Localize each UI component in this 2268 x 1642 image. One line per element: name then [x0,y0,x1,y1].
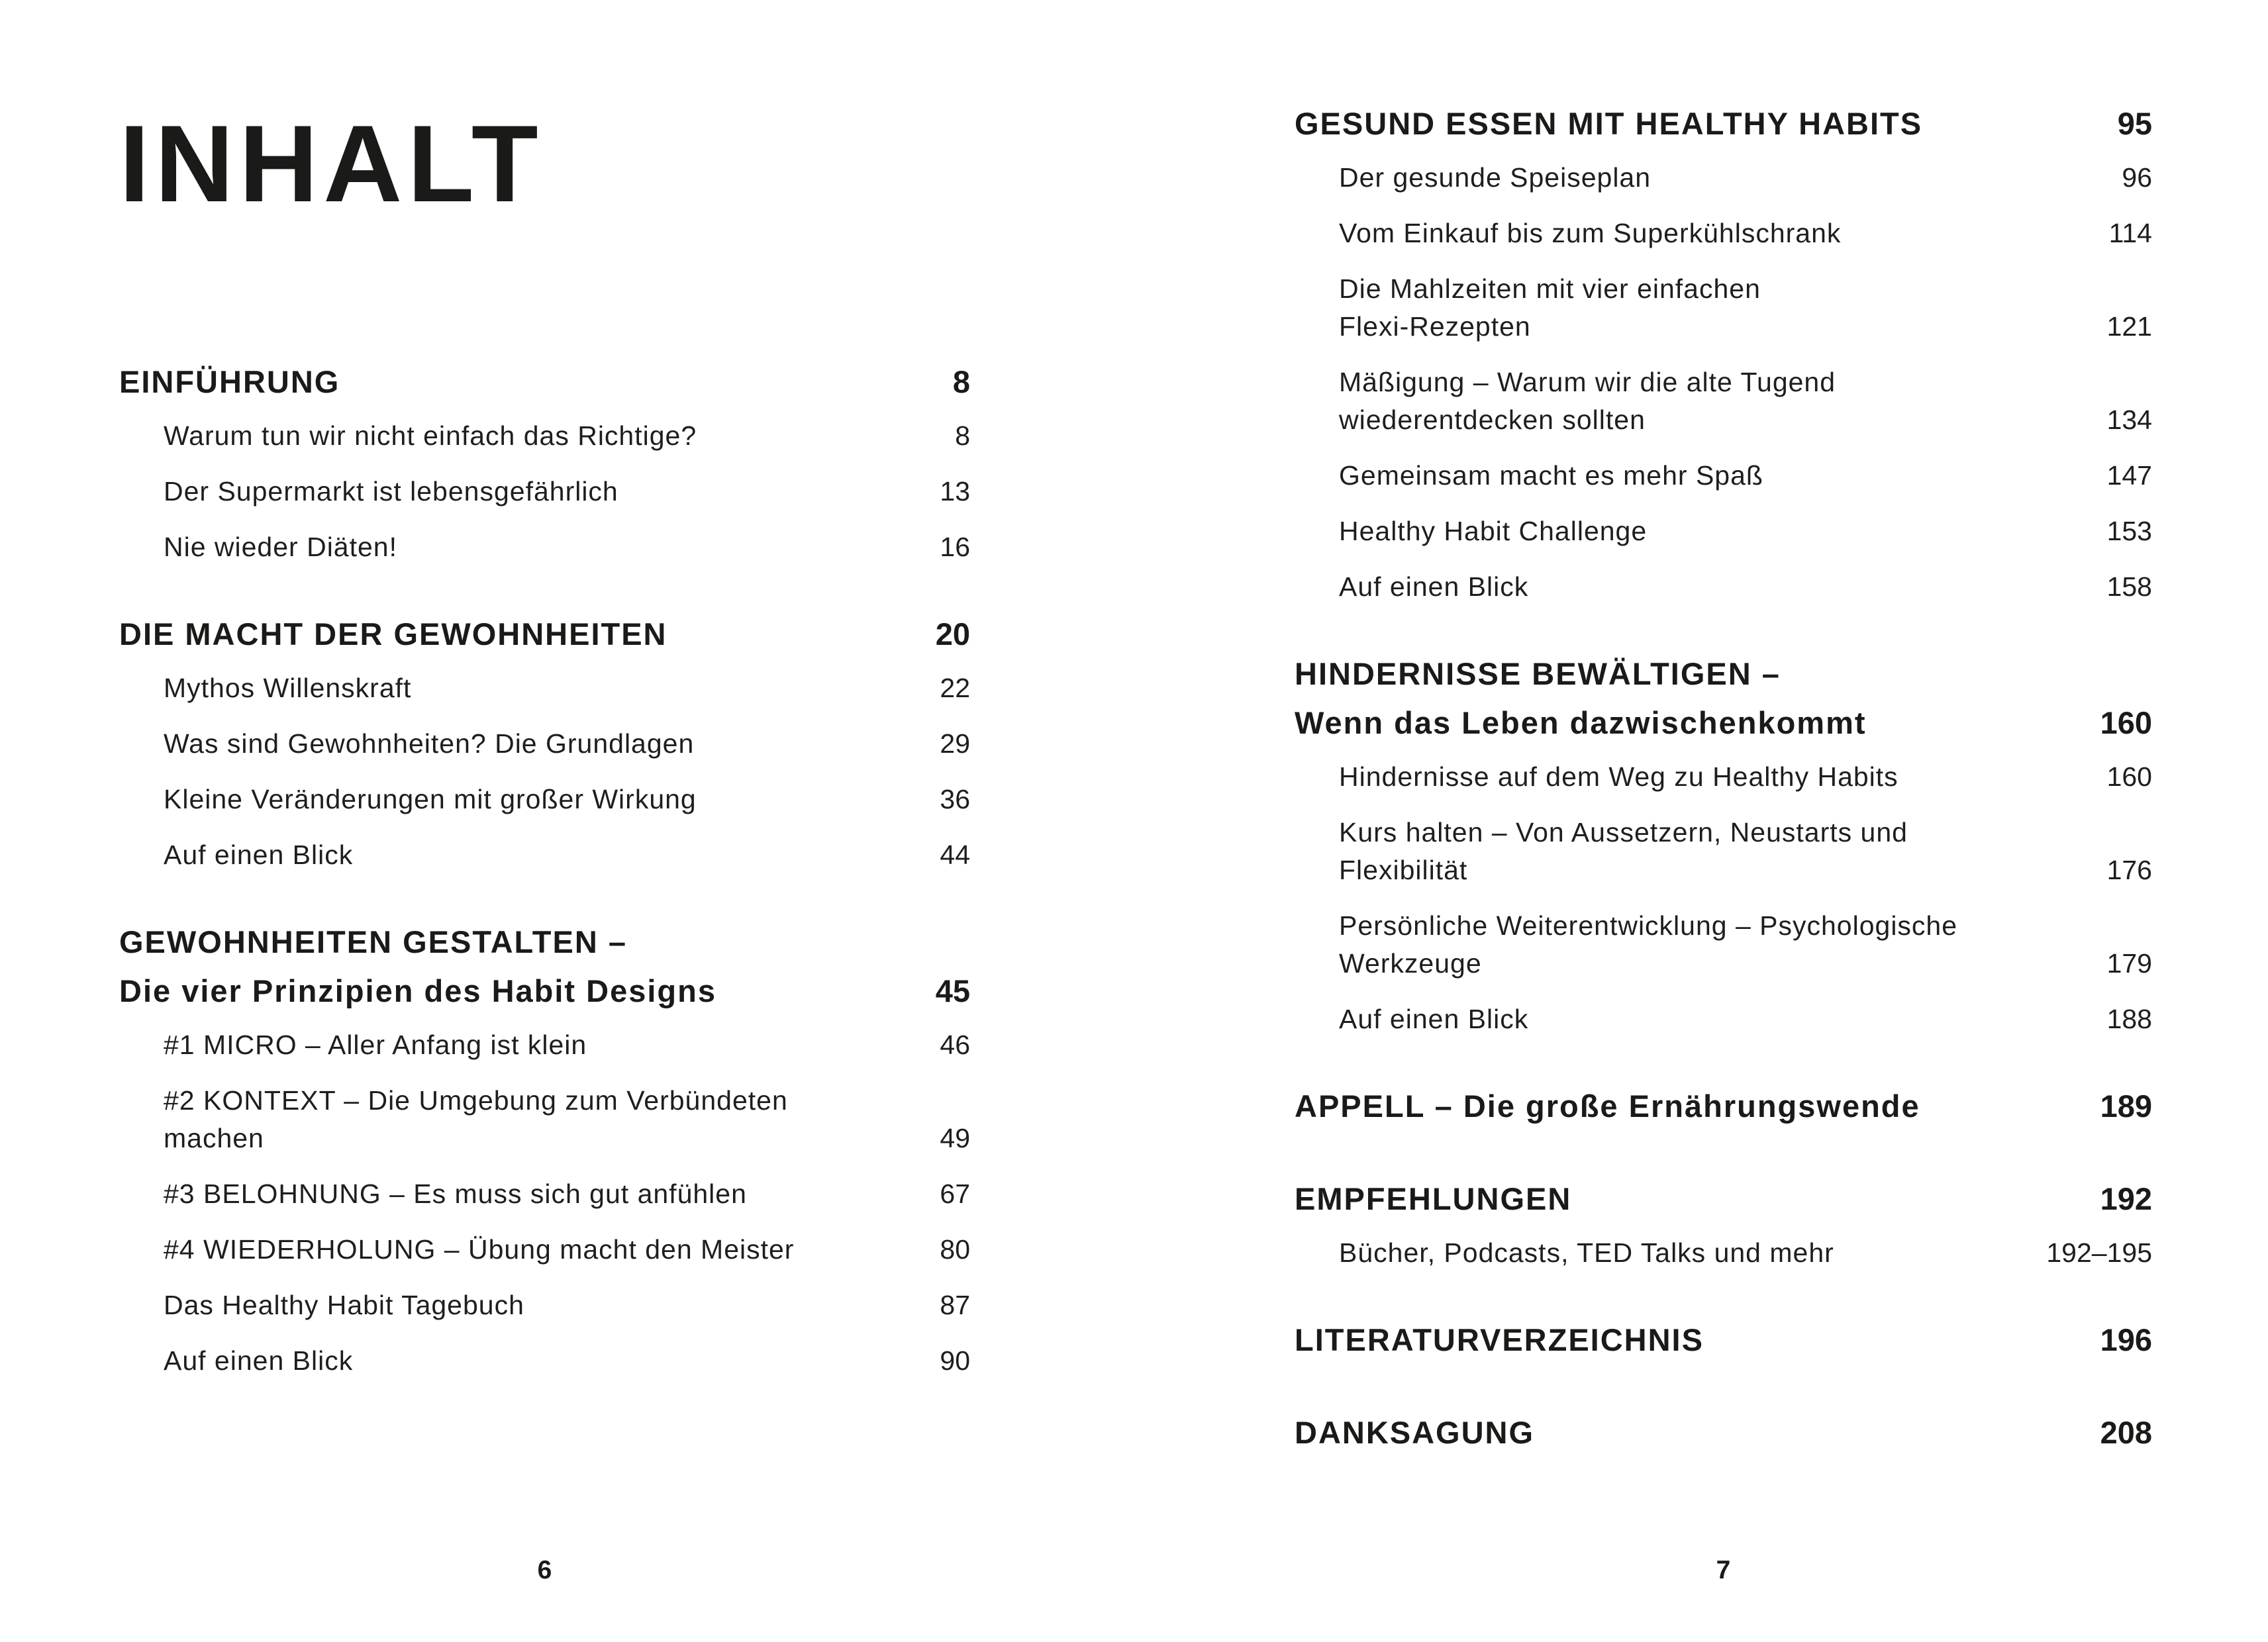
toc-entry-line: Der gesunde Speiseplan [1339,162,1652,193]
toc-section [1295,99,2152,606]
toc-section-heading-row [1295,99,2152,148]
toc-entry [1295,270,2152,346]
toc-entry [119,1231,970,1269]
toc-entry-page-number: 22 [940,673,970,703]
toc-entry [119,1082,970,1157]
toc-entry [1295,159,2152,197]
toc-page-right [1295,0,2152,1642]
toc-section-page-number: 20 [935,616,970,652]
toc-heading-line: DANKSAGUNG [1295,1415,1535,1450]
toc-entry-line: Gemeinsam macht es mehr Spaß [1339,460,1763,491]
toc-entry-page-number: 36 [940,784,970,814]
toc-section-heading [1295,1408,1534,1457]
toc-entry-page-number: 96 [2122,162,2152,193]
toc-section-page-number: 160 [2100,705,2152,740]
toc-entry [1295,457,2152,495]
toc-entry-line: Nie wieder Diäten! [164,532,397,562]
toc-entry-line: Kurs halten – Von Aussetzern, Neustarts und [1339,817,1908,847]
toc-entry-line: Das Healthy Habit Tagebuch [164,1290,524,1320]
toc-entry [119,528,970,566]
toc-entry-page-number: 160 [2106,761,2152,792]
toc-entry-text [1339,215,1841,252]
toc-entry-text [164,528,397,566]
toc-section [119,610,970,874]
toc-entry-line: Auf einen Blick [1339,571,1529,602]
toc-heading-line: DIE MACHT DER GEWOHNHEITEN [119,616,667,652]
toc-section [1295,1316,2152,1365]
toc-entry-line: Flexibilität [1339,855,1468,885]
toc-entry-text [1339,814,1908,889]
toc-heading-line: EMPFEHLUNGEN [1295,1181,1572,1216]
toc-entry [119,725,970,763]
toc-entry-line: Flexi-Rezepten [1339,311,1531,342]
toc-section [1295,1175,2152,1272]
toc-entry [119,836,970,874]
toc-section-heading-row [1295,1082,2152,1131]
toc-entry-text [1339,512,1647,550]
toc-sections-left [119,358,970,1424]
toc-entry-text [1339,457,1763,495]
toc-entry-text [1339,270,1761,346]
toc-sections-right [1295,99,2152,1501]
toc-section-heading [1295,650,1867,748]
toc-entry [119,1342,970,1380]
toc-heading-line: Wenn das Leben dazwischenkommt [1295,705,1867,740]
toc-entry-page-number: 147 [2106,460,2152,491]
toc-heading-line: EINFÜHRUNG [119,364,340,399]
toc-section-page-number: 208 [2100,1415,2152,1450]
toc-entry-page-number: 121 [2106,311,2152,342]
toc-section-page-number: 192 [2100,1181,2152,1216]
toc-section-heading [1295,1175,1571,1224]
toc-heading-line: LITERATURVERZEICHNIS [1295,1322,1704,1357]
toc-entry-line: #1 MICRO – Aller Anfang ist klein [164,1030,587,1060]
toc-entry-line: Bücher, Podcasts, TED Talks und mehr [1339,1237,1834,1268]
toc-heading-line: GESUND ESSEN MIT HEALTHY HABITS [1295,106,1923,141]
toc-entry [119,1175,970,1213]
toc-entry-page-number: 8 [955,420,970,451]
toc-entry-page-number: 134 [2106,405,2152,435]
toc-entry-line: Hindernisse auf dem Weg zu Healthy Habits [1339,761,1898,792]
toc-section-heading [1295,99,1922,148]
toc-entry-line: Warum tun wir nicht einfach das Richtige? [164,420,697,451]
toc-entry-text [164,473,618,510]
toc-entry-page-number: 49 [940,1123,970,1153]
page-number-right: 7 [1716,1556,1731,1584]
toc-entry [1295,758,2152,796]
toc-section-heading-row [119,358,970,407]
toc-entry-text [164,1231,794,1269]
toc-entry-text [1339,1000,1528,1038]
toc-entry-page-number: 80 [940,1234,970,1265]
toc-section-page-number: 95 [2117,106,2152,141]
toc-entry-page-number: 114 [2108,218,2152,248]
toc-entry-text [164,1286,524,1324]
toc-section [1295,1408,2152,1457]
toc-entry-line: #3 BELOHNUNG – Es muss sich gut anfühlen [164,1179,747,1209]
toc-entry [119,417,970,455]
toc-heading-line: GEWOHNHEITEN GESTALTEN – [119,924,627,959]
toc-entry-line: Healthy Habit Challenge [1339,516,1648,546]
toc-entry-page-number: 188 [2106,1004,2152,1034]
toc-section [1295,650,2152,1038]
toc-entry-line: Kleine Veränderungen mit großer Wirkung [164,784,697,814]
toc-entry-line: Der Supermarkt ist lebensgefährlich [164,476,618,507]
toc-entry-line: Was sind Gewohnheiten? Die Grundlagen [164,728,695,759]
toc-entry-text [164,417,697,455]
toc-entry [1295,1234,2152,1272]
toc-entry-text [164,836,353,874]
toc-entry-line: Die Mahlzeiten mit vier einfachen [1339,273,1761,304]
toc-entry [1295,814,2152,889]
toc-entry-line: wiederentdecken sollten [1339,405,1646,435]
toc-section-page-number: 189 [2100,1088,2152,1124]
toc-entry-page-number: 179 [2106,948,2152,979]
toc-entry [119,669,970,707]
toc-entry-text [164,1342,353,1380]
toc-entry-page-number: 176 [2106,855,2152,885]
toc-entry [119,473,970,510]
toc-entry [119,1026,970,1064]
toc-section-heading [119,610,667,659]
toc-entry-page-number: 87 [940,1290,970,1320]
toc-entry-line: Persönliche Weiterentwicklung – Psychologische [1339,910,1958,941]
toc-entry-text [164,725,694,763]
page-title: INHALT [119,103,544,224]
toc-entry-line: machen [164,1123,264,1153]
toc-section-heading [119,918,716,1016]
toc-entry [1295,907,2152,983]
toc-entry-text [1339,363,1836,439]
toc-entry-page-number: 192–195 [2046,1237,2152,1268]
toc-section-heading-row [1295,650,2152,748]
toc-section [119,358,970,566]
toc-entry-text [1339,758,1898,796]
toc-entry-line: Auf einen Blick [1339,1004,1529,1034]
toc-entry [1295,363,2152,439]
toc-entry-page-number: 153 [2106,516,2152,546]
toc-entry-text [164,1175,747,1213]
toc-entry-text [164,669,411,707]
toc-section [119,918,970,1380]
toc-section-page-number: 196 [2100,1322,2152,1357]
toc-entry-line: Auf einen Blick [164,840,354,870]
toc-section-heading-row [1295,1175,2152,1224]
toc-entry [119,781,970,818]
toc-entry-text [1339,907,1957,983]
toc-section-page-number: 8 [952,364,970,399]
toc-entry-page-number: 44 [940,840,970,870]
toc-heading-line: APPELL – Die große Ernährungswende [1295,1088,1920,1124]
toc-entry [119,1286,970,1324]
toc-entry-line: Werkzeuge [1339,948,1482,979]
toc-section-heading [119,358,340,407]
toc-section-page-number: 45 [935,973,970,1008]
toc-section-heading [1295,1316,1704,1365]
toc-entry [1295,568,2152,606]
toc-entry-page-number: 29 [940,728,970,759]
toc-section-heading-row [1295,1316,2152,1365]
toc-entry-page-number: 67 [940,1179,970,1209]
toc-entry-line: Mythos Willenskraft [164,673,412,703]
toc-entry [1295,215,2152,252]
toc-section [1295,1082,2152,1131]
toc-entry [1295,1000,2152,1038]
toc-entry-page-number: 158 [2106,571,2152,602]
toc-heading-line: HINDERNISSE BEWÄLTIGEN – [1295,656,1781,691]
toc-entry-line: #2 KONTEXT – Die Umgebung zum Verbündeten [164,1085,788,1116]
toc-section-heading-row [1295,1408,2152,1457]
toc-section-heading [1295,1082,1920,1131]
toc-entry-line: Auf einen Blick [164,1345,354,1376]
toc-page-left [119,0,970,1642]
toc-entry-text [1339,568,1528,606]
toc-entry-page-number: 46 [940,1030,970,1060]
toc-entry-text [164,1026,587,1064]
toc-section-heading-row [119,918,970,1016]
toc-entry-text [164,781,697,818]
toc-entry-line: Vom Einkauf bis zum Superkühlschrank [1339,218,1842,248]
toc-entry-page-number: 90 [940,1345,970,1376]
toc-entry-text [1339,1234,1834,1272]
toc-entry-page-number: 13 [940,476,970,507]
toc-entry-page-number: 16 [940,532,970,562]
toc-heading-line: Die vier Prinzipien des Habit Designs [119,973,716,1008]
page-number-left: 6 [537,1556,552,1584]
toc-entry-text [1339,159,1651,197]
toc-entry-text [164,1082,788,1157]
toc-section-heading-row [119,610,970,659]
toc-entry-line: Mäßigung – Warum wir die alte Tugend [1339,367,1836,397]
toc-entry [1295,512,2152,550]
toc-entry-line: #4 WIEDERHOLUNG – Übung macht den Meister [164,1234,795,1265]
